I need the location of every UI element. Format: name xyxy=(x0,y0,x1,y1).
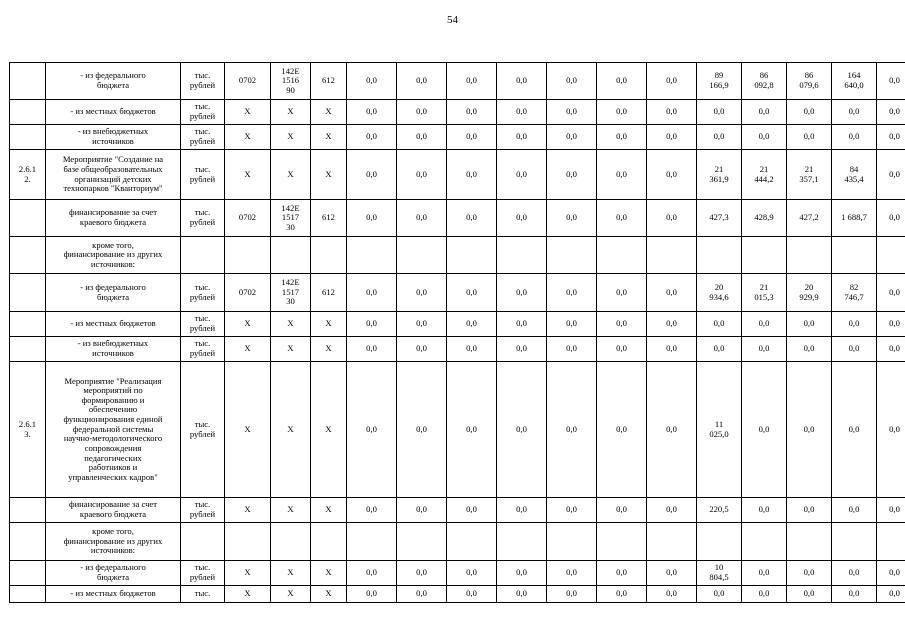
value-cell: 0,0 xyxy=(497,362,547,498)
row-unit xyxy=(181,237,225,274)
value-cell: 10 804,5 xyxy=(697,561,742,586)
row-unit: тыс. рублей xyxy=(181,100,225,125)
code-cell: Х xyxy=(225,362,271,498)
code-cell: 142E 1516 90 xyxy=(271,63,311,100)
value-cell: 0,0 xyxy=(647,100,697,125)
value-cell: 428,9 xyxy=(742,200,787,237)
row-number xyxy=(10,498,46,523)
value-cell: 0,0 xyxy=(597,498,647,523)
value-cell xyxy=(497,523,547,561)
code-cell: 612 xyxy=(311,63,347,100)
value-cell: 0,0 xyxy=(447,274,497,312)
value-cell: 20 929,9 xyxy=(787,274,832,312)
value-cell: 0,0 xyxy=(697,586,742,603)
value-cell: 0,0 xyxy=(447,150,497,200)
code-cell: Х xyxy=(271,100,311,125)
table-row xyxy=(10,63,905,100)
value-cell: 0,0 xyxy=(397,63,447,100)
value-cell: 0,0 xyxy=(697,312,742,337)
code-cell: Х xyxy=(225,561,271,586)
value-cell: 0,0 xyxy=(397,586,447,603)
value-cell: 0,0 xyxy=(547,125,597,150)
value-cell: 0,0 xyxy=(347,312,397,337)
table-row xyxy=(10,586,905,603)
code-cell: 0702 xyxy=(225,200,271,237)
value-cell: 21 015,3 xyxy=(742,274,787,312)
value-cell: 0,0 xyxy=(497,274,547,312)
value-cell: 11 025,0 xyxy=(697,362,742,498)
value-cell: 0,0 xyxy=(397,125,447,150)
code-cell xyxy=(225,237,271,274)
value-cell: 0,0 xyxy=(697,125,742,150)
value-cell xyxy=(347,523,397,561)
value-cell: 0,0 xyxy=(787,561,832,586)
value-cell: 0,0 xyxy=(742,100,787,125)
value-cell: 21 357,1 xyxy=(787,150,832,200)
value-cell: 0,0 xyxy=(447,63,497,100)
value-cell xyxy=(742,523,787,561)
code-cell xyxy=(311,523,347,561)
value-cell: 0,0 xyxy=(877,150,905,200)
value-cell: 0,0 xyxy=(447,337,497,362)
value-cell: 0,0 xyxy=(877,200,905,237)
value-cell xyxy=(497,237,547,274)
row-number: 2.6.1 2. xyxy=(10,150,46,200)
row-number xyxy=(10,523,46,561)
value-cell: 0,0 xyxy=(877,274,905,312)
value-cell: 0,0 xyxy=(742,362,787,498)
row-name: кроме того, финансирование из других источников: xyxy=(46,523,181,561)
value-cell: 0,0 xyxy=(547,337,597,362)
value-cell: 0,0 xyxy=(447,100,497,125)
code-cell: Х xyxy=(271,362,311,498)
value-cell: 0,0 xyxy=(742,561,787,586)
row-unit: тыс. рублей xyxy=(181,274,225,312)
value-cell: 0,0 xyxy=(347,586,397,603)
value-cell: 0,0 xyxy=(547,498,597,523)
value-cell: 164 640,0 xyxy=(832,63,877,100)
code-cell: Х xyxy=(311,362,347,498)
value-cell: 0,0 xyxy=(347,125,397,150)
value-cell: 0,0 xyxy=(447,561,497,586)
value-cell: 0,0 xyxy=(877,125,905,150)
code-cell: Х xyxy=(311,586,347,603)
value-cell: 0,0 xyxy=(347,337,397,362)
value-cell: 0,0 xyxy=(742,586,787,603)
value-cell: 0,0 xyxy=(597,561,647,586)
row-name: - из федерального бюджета xyxy=(46,274,181,312)
code-cell: Х xyxy=(271,498,311,523)
code-cell xyxy=(271,237,311,274)
value-cell: 0,0 xyxy=(597,274,647,312)
row-number xyxy=(10,200,46,237)
value-cell: 0,0 xyxy=(597,125,647,150)
code-cell xyxy=(311,237,347,274)
row-unit: тыс. рублей xyxy=(181,362,225,498)
row-unit: тыс. xyxy=(181,586,225,603)
value-cell xyxy=(447,237,497,274)
value-cell: 0,0 xyxy=(497,150,547,200)
table-row xyxy=(10,312,905,337)
value-cell: 0,0 xyxy=(397,274,447,312)
value-cell: 0,0 xyxy=(787,362,832,498)
value-cell: 0,0 xyxy=(787,337,832,362)
value-cell: 0,0 xyxy=(877,337,905,362)
value-cell: 0,0 xyxy=(742,337,787,362)
value-cell: 0,0 xyxy=(647,561,697,586)
value-cell: 89 166,9 xyxy=(697,63,742,100)
row-unit: тыс. рублей xyxy=(181,200,225,237)
value-cell xyxy=(447,523,497,561)
value-cell xyxy=(787,237,832,274)
value-cell: 0,0 xyxy=(397,312,447,337)
code-cell: Х xyxy=(225,312,271,337)
value-cell: 0,0 xyxy=(742,312,787,337)
value-cell xyxy=(742,237,787,274)
code-cell: Х xyxy=(311,100,347,125)
row-unit: тыс. рублей xyxy=(181,498,225,523)
row-name: - из местных бюджетов xyxy=(46,312,181,337)
value-cell: 0,0 xyxy=(877,312,905,337)
value-cell: 427,2 xyxy=(787,200,832,237)
row-name: - из внебюджетных источников xyxy=(46,337,181,362)
value-cell: 0,0 xyxy=(647,125,697,150)
value-cell: 0,0 xyxy=(347,274,397,312)
value-cell: 0,0 xyxy=(787,586,832,603)
value-cell xyxy=(547,523,597,561)
code-cell: Х xyxy=(271,125,311,150)
value-cell xyxy=(397,237,447,274)
value-cell xyxy=(697,523,742,561)
value-cell xyxy=(347,237,397,274)
table-row xyxy=(10,523,905,561)
value-cell: 0,0 xyxy=(347,100,397,125)
code-cell: Х xyxy=(225,100,271,125)
row-number xyxy=(10,125,46,150)
row-unit: тыс. рублей xyxy=(181,63,225,100)
value-cell: 0,0 xyxy=(397,200,447,237)
value-cell: 0,0 xyxy=(832,561,877,586)
row-number xyxy=(10,274,46,312)
value-cell: 0,0 xyxy=(647,498,697,523)
value-cell: 1 688,7 xyxy=(832,200,877,237)
value-cell: 0,0 xyxy=(647,337,697,362)
value-cell: 82 746,7 xyxy=(832,274,877,312)
code-cell: 142E 1517 30 xyxy=(271,274,311,312)
row-unit: тыс. рублей xyxy=(181,337,225,362)
value-cell: 0,0 xyxy=(832,100,877,125)
value-cell: 0,0 xyxy=(547,274,597,312)
table-row xyxy=(10,561,905,586)
value-cell: 0,0 xyxy=(447,498,497,523)
table-row xyxy=(10,200,905,237)
value-cell xyxy=(397,523,447,561)
table-row xyxy=(10,274,905,312)
code-cell: Х xyxy=(311,337,347,362)
value-cell: 0,0 xyxy=(497,100,547,125)
value-cell: 0,0 xyxy=(347,150,397,200)
value-cell: 0,0 xyxy=(547,200,597,237)
value-cell: 0,0 xyxy=(597,362,647,498)
page-number: 54 xyxy=(447,14,458,26)
value-cell: 0,0 xyxy=(447,586,497,603)
code-cell: Х xyxy=(225,150,271,200)
value-cell: 0,0 xyxy=(547,63,597,100)
value-cell: 0,0 xyxy=(347,200,397,237)
code-cell: Х xyxy=(225,125,271,150)
code-cell: Х xyxy=(271,561,311,586)
table-row xyxy=(10,100,905,125)
value-cell: 0,0 xyxy=(697,100,742,125)
value-cell: 0,0 xyxy=(697,337,742,362)
value-cell: 86 092,8 xyxy=(742,63,787,100)
value-cell: 0,0 xyxy=(547,100,597,125)
value-cell: 0,0 xyxy=(787,498,832,523)
value-cell: 0,0 xyxy=(597,312,647,337)
value-cell: 0,0 xyxy=(787,125,832,150)
budget-table xyxy=(9,62,905,603)
value-cell: 0,0 xyxy=(497,200,547,237)
code-cell: Х xyxy=(311,498,347,523)
value-cell xyxy=(832,523,877,561)
value-cell: 0,0 xyxy=(347,362,397,498)
row-number xyxy=(10,586,46,603)
value-cell: 0,0 xyxy=(497,125,547,150)
row-name: - из местных бюджетов xyxy=(46,100,181,125)
table-body xyxy=(10,63,905,603)
table-row xyxy=(10,498,905,523)
code-cell: Х xyxy=(225,586,271,603)
value-cell: 0,0 xyxy=(832,125,877,150)
value-cell: 0,0 xyxy=(877,586,905,603)
code-cell xyxy=(225,523,271,561)
value-cell: 0,0 xyxy=(447,200,497,237)
code-cell: Х xyxy=(271,586,311,603)
value-cell: 220,5 xyxy=(697,498,742,523)
value-cell: 0,0 xyxy=(397,561,447,586)
row-name: финансирование за счет краевого бюджета xyxy=(46,498,181,523)
value-cell: 0,0 xyxy=(832,337,877,362)
value-cell: 0,0 xyxy=(397,337,447,362)
code-cell: Х xyxy=(271,150,311,200)
value-cell: 0,0 xyxy=(877,362,905,498)
value-cell xyxy=(647,523,697,561)
code-cell: 0702 xyxy=(225,274,271,312)
row-number xyxy=(10,63,46,100)
code-cell: 0702 xyxy=(225,63,271,100)
value-cell: 0,0 xyxy=(597,337,647,362)
value-cell: 84 435,4 xyxy=(832,150,877,200)
value-cell: 0,0 xyxy=(787,312,832,337)
value-cell xyxy=(597,237,647,274)
code-cell: 142E 1517 30 xyxy=(271,200,311,237)
row-name: Мероприятие "Реализация мероприятий по формированию и обеспечению функционирования единой федеральной системы научно-методологического сопровождения педагогических работников и управленческих кадров" xyxy=(46,362,181,498)
value-cell: 0,0 xyxy=(497,63,547,100)
value-cell: 0,0 xyxy=(397,498,447,523)
value-cell xyxy=(877,237,905,274)
value-cell: 0,0 xyxy=(497,337,547,362)
row-name: - из местных бюджетов xyxy=(46,586,181,603)
code-cell: 612 xyxy=(311,274,347,312)
code-cell: Х xyxy=(271,337,311,362)
value-cell: 21 361,9 xyxy=(697,150,742,200)
value-cell: 0,0 xyxy=(497,561,547,586)
value-cell: 20 934,6 xyxy=(697,274,742,312)
value-cell: 0,0 xyxy=(547,586,597,603)
value-cell: 0,0 xyxy=(877,100,905,125)
row-number xyxy=(10,312,46,337)
value-cell xyxy=(547,237,597,274)
value-cell: 21 444,2 xyxy=(742,150,787,200)
code-cell: Х xyxy=(225,337,271,362)
value-cell: 0,0 xyxy=(877,63,905,100)
row-name: - из федерального бюджета xyxy=(46,561,181,586)
value-cell: 0,0 xyxy=(547,312,597,337)
row-name: - из внебюджетных источников xyxy=(46,125,181,150)
value-cell xyxy=(787,523,832,561)
code-cell xyxy=(271,523,311,561)
row-number xyxy=(10,237,46,274)
value-cell: 0,0 xyxy=(397,100,447,125)
value-cell xyxy=(697,237,742,274)
row-number xyxy=(10,561,46,586)
value-cell: 0,0 xyxy=(647,274,697,312)
value-cell: 0,0 xyxy=(832,498,877,523)
value-cell: 0,0 xyxy=(787,100,832,125)
table-row xyxy=(10,150,905,200)
value-cell: 0,0 xyxy=(832,312,877,337)
value-cell: 0,0 xyxy=(647,200,697,237)
row-number xyxy=(10,337,46,362)
code-cell: Х xyxy=(311,561,347,586)
row-number: 2.6.1 3. xyxy=(10,362,46,498)
value-cell: 0,0 xyxy=(597,200,647,237)
row-unit: тыс. рублей xyxy=(181,561,225,586)
value-cell: 0,0 xyxy=(597,63,647,100)
value-cell: 0,0 xyxy=(647,362,697,498)
value-cell: 0,0 xyxy=(742,498,787,523)
value-cell: 0,0 xyxy=(597,150,647,200)
table-row xyxy=(10,337,905,362)
row-unit: тыс. рублей xyxy=(181,312,225,337)
value-cell: 0,0 xyxy=(832,586,877,603)
row-number xyxy=(10,100,46,125)
value-cell: 0,0 xyxy=(347,498,397,523)
value-cell: 0,0 xyxy=(647,586,697,603)
value-cell: 0,0 xyxy=(447,312,497,337)
value-cell xyxy=(832,237,877,274)
value-cell xyxy=(597,523,647,561)
row-unit: тыс. рублей xyxy=(181,150,225,200)
value-cell: 0,0 xyxy=(347,63,397,100)
value-cell: 0,0 xyxy=(877,561,905,586)
value-cell: 0,0 xyxy=(497,498,547,523)
table-row xyxy=(10,237,905,274)
value-cell: 0,0 xyxy=(597,100,647,125)
table-row xyxy=(10,362,905,498)
value-cell xyxy=(647,237,697,274)
value-cell: 0,0 xyxy=(497,586,547,603)
value-cell: 0,0 xyxy=(547,150,597,200)
code-cell: Х xyxy=(311,312,347,337)
row-name: кроме того, финансирование из других источников: xyxy=(46,237,181,274)
code-cell: Х xyxy=(271,312,311,337)
value-cell: 0,0 xyxy=(647,312,697,337)
value-cell xyxy=(877,523,905,561)
row-unit xyxy=(181,523,225,561)
value-cell: 0,0 xyxy=(497,312,547,337)
code-cell: 612 xyxy=(311,200,347,237)
value-cell: 0,0 xyxy=(647,63,697,100)
value-cell: 86 079,6 xyxy=(787,63,832,100)
row-unit: тыс. рублей xyxy=(181,125,225,150)
code-cell: Х xyxy=(311,125,347,150)
row-name: - из федерального бюджета xyxy=(46,63,181,100)
value-cell: 427,3 xyxy=(697,200,742,237)
value-cell: 0,0 xyxy=(547,561,597,586)
value-cell: 0,0 xyxy=(547,362,597,498)
row-name: финансирование за счет краевого бюджета xyxy=(46,200,181,237)
value-cell: 0,0 xyxy=(832,362,877,498)
row-name: Мероприятие "Создание на базе общеобразовательных организаций детских технопарков "Кванториум" xyxy=(46,150,181,200)
value-cell: 0,0 xyxy=(447,362,497,498)
table-row xyxy=(10,125,905,150)
code-cell: Х xyxy=(225,498,271,523)
value-cell: 0,0 xyxy=(397,362,447,498)
value-cell: 0,0 xyxy=(877,498,905,523)
value-cell: 0,0 xyxy=(397,150,447,200)
value-cell: 0,0 xyxy=(597,586,647,603)
value-cell: 0,0 xyxy=(347,561,397,586)
value-cell: 0,0 xyxy=(742,125,787,150)
value-cell: 0,0 xyxy=(647,150,697,200)
code-cell: Х xyxy=(311,150,347,200)
value-cell: 0,0 xyxy=(447,125,497,150)
